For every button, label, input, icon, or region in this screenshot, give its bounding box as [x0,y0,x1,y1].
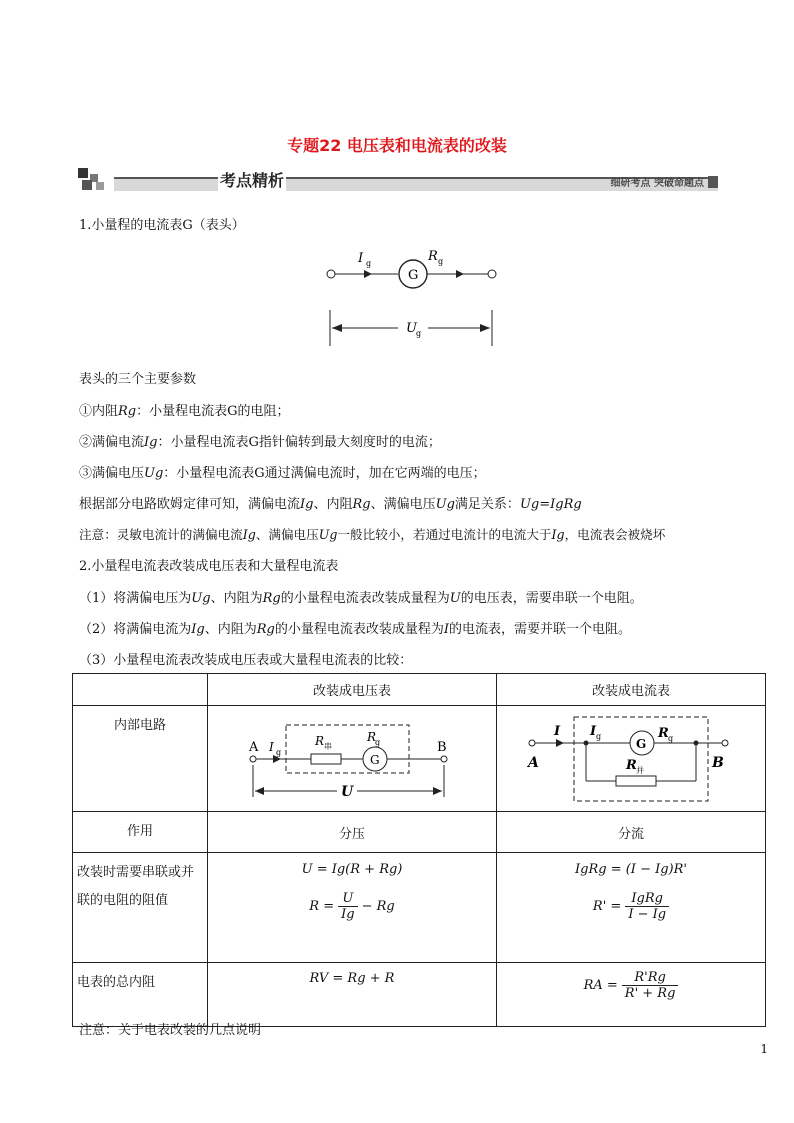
banner-label: 考点精析 [218,168,286,191]
banner-right-label: 细研考点 突破命题点 [610,178,704,189]
voltmeter-resistance-formulas: U = Ig(R + Rg) R = $\frac{U}{Ig}$ − Rg [208,853,497,963]
svg-text:U: U [406,321,417,336]
caution-line: 注意：灵敏电流计的满偏电流Ig、满偏电压Ug一般比较小，若通过电流计的电流大于Ig，电流表会被烧坏 [79,527,666,542]
svg-text:g: g [375,738,381,747]
svg-text:G: G [370,753,380,767]
svg-text:g: g [276,748,282,757]
row-function: 作用 [73,812,208,853]
ammeter-circuit [526,711,736,807]
svg-text:A: A [528,755,539,771]
section1-heading: 1.小量程的电流表G（表头） [79,218,245,233]
svg-text:U: U [341,784,354,800]
svg-text:B: B [712,755,724,771]
svg-text:并: 并 [636,766,644,775]
svg-text:I: I [554,724,561,739]
svg-text:R: R [626,758,637,773]
row-total-resistance: 电表的总内阻 [73,963,208,1027]
footer-note: 注意：关于电表改装的几点说明 [79,1023,262,1038]
page-title: 专题22 电压表和电流表的改装 [287,136,507,155]
ammeter-resistance-formulas: IgRg = (I − Ig)R' R' = IgRg I − Ig [497,853,766,963]
item-1: （1）将满偏电压为Ug、内阻为Rg的小量程电流表改装成量程为U的电压表，需要串联一个电阻。 [79,591,643,606]
svg-text:R: R [658,726,669,741]
params-intro: 表头的三个主要参数 [79,372,197,387]
param-1: ①内阻Rg：小量程电流表G的电阻； [79,404,290,419]
param-3: ③满偏电压Ug：小量程电流表G通过满偏电流时，加在它两端的电压； [79,466,486,481]
section-banner [78,166,718,192]
item-3: （3）小量程电流表改装成电压表或大量程电流表的比较： [79,653,413,668]
ohm-law-line: 根据部分电路欧姆定律可知，满偏电流Ig、内阻Rg、满偏电压Ug满足关系：Ug=IgRg [79,497,582,512]
param-2: ②满偏电流Ig：小量程电流表G指针偏转到最大刻度时的电流； [79,435,441,450]
svg-text:G: G [636,737,647,751]
g-label: G [408,268,419,283]
svg-text:B: B [437,740,447,755]
svg-text:I: I [358,251,364,266]
comparison-table: 改装成电压表 改装成电流表 内部电路 G A B I g R 串 R g U G A B I I g R g R 并 作用 分压 分流 改装时需要串联或并联的电阻的阻值 U = Ig(R + Rg) R = $\frac{U}{Ig}$ − Rg IgRg = (I − Ig)R' R' = IgRg I − Ig 电表的总内阻 RV = Rg + R RA = $\frac{R'Rg}{R' + Rg}$ [72,673,766,1027]
header-ammeter: 改装成电流表 [497,674,766,706]
svg-text:串: 串 [324,742,332,751]
section2-heading: 2.小量程电流表改装成电压表和大量程电流表 [79,559,339,574]
item-2: （2）将满偏电流为Ig、内阻为Rg的小量程电流表改装成量程为I的电流表，需要并联一个电阻。 [79,622,632,637]
svg-text:g: g [366,259,372,268]
svg-text:R: R [315,734,325,748]
svg-text:g: g [416,329,422,338]
svg-text:R: R [428,249,438,264]
page-number: 1 [760,1042,768,1056]
svg-text:R: R [367,730,377,744]
galvanometer-figure [320,240,500,352]
svg-text:g: g [668,734,674,743]
svg-text:g: g [438,257,444,266]
header-voltmeter: 改装成电压表 [208,674,497,706]
svg-text:I: I [590,724,597,739]
svg-text:A: A [249,740,259,755]
row-resistance-value: 改装时需要串联或并联的电阻的阻值 [73,853,208,963]
svg-text:g: g [596,732,602,741]
row-internal-circuit: 内部电路 [73,706,208,812]
voltmeter-circuit [249,711,455,807]
banner-squares-icon [78,168,106,192]
svg-text:I: I [269,740,274,754]
